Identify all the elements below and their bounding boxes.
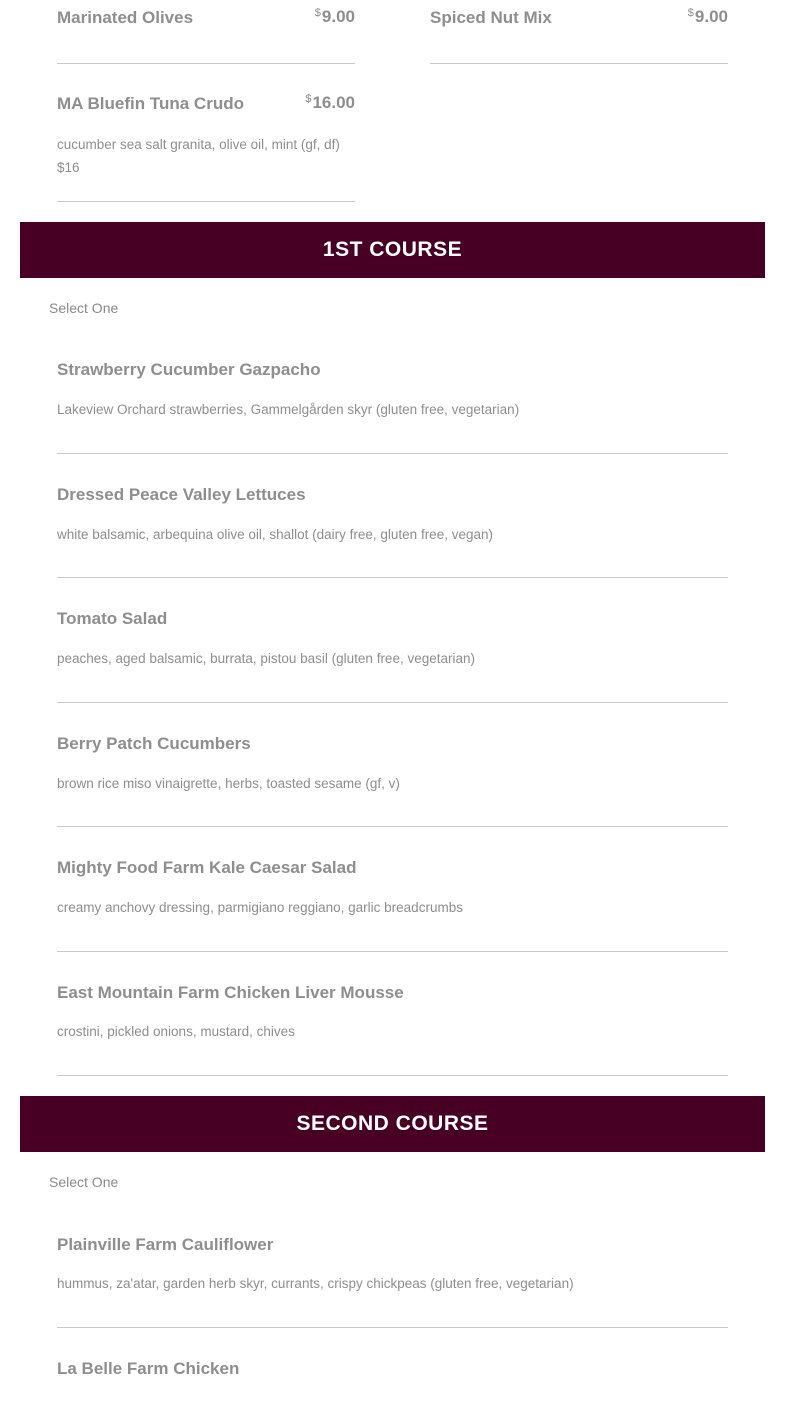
currency-symbol: $ — [305, 93, 312, 105]
menu-item-tomato-salad — [57, 578, 728, 703]
menu-item-chicken-liver-mousse — [57, 952, 728, 1076]
first-course-note: Select One — [49, 300, 119, 316]
menu-item-description: brown rice miso vinaigrette, herbs, toasted sesame (gf, v) — [57, 776, 400, 791]
currency-symbol: $ — [687, 7, 694, 19]
menu-item-name: Spiced Nut Mix — [430, 8, 552, 27]
menu-item-name: Strawberry Cucumber Gazpacho — [57, 360, 321, 379]
menu-item-description: crostini, pickled onions, mustard, chives — [57, 1024, 295, 1039]
menu-item-berry-patch-cucumbers — [57, 703, 728, 827]
currency-symbol: $ — [314, 7, 321, 19]
menu-item-gazpacho — [57, 329, 728, 454]
menu-item-name: La Belle Farm Chicken — [57, 1359, 240, 1378]
menu-item-kale-caesar-salad — [57, 827, 728, 952]
menu-item-bluefin-tuna-crudo — [57, 64, 355, 202]
menu-item-name: Dressed Peace Valley Lettuces — [57, 485, 306, 504]
menu-item-la-belle-farm-chicken — [57, 1328, 728, 1428]
menu-item-description: Lakeview Orchard strawberries, Gammelgården skyr (gluten free, vegetarian) — [57, 402, 520, 417]
menu-item-description: cucumber sea salt granita, olive oil, mint (gf, df) $16 — [57, 137, 340, 175]
menu-item-name: Marinated Olives — [57, 8, 194, 27]
menu-item-name: Tomato Salad — [57, 609, 168, 628]
menu-item-name: Berry Patch Cucumbers — [57, 734, 251, 753]
menu-item-description: hummus, za'atar, garden herb skyr, currants, crispy chickpeas (gluten free, vegetarian) — [57, 1276, 574, 1291]
menu-item-spiced-nut-mix — [430, 0, 728, 64]
second-course-banner: SECOND COURSE — [20, 1096, 765, 1152]
menu-item-name: Plainville Farm Cauliflower — [57, 1235, 274, 1254]
menu-item-name: Mighty Food Farm Kale Caesar Salad — [57, 858, 357, 877]
menu-item-description: peaches, aged balsamic, burrata, pistou basil (gluten free, vegetarian) — [57, 651, 475, 666]
menu-item-price: $9.00 — [314, 7, 355, 26]
second-course-note: Select One — [49, 1174, 119, 1190]
menu-item-marinated-olives — [57, 0, 355, 64]
menu-item-description: white balsamic, arbequina olive oil, shallot (dairy free, gluten free, vegan) — [57, 527, 493, 542]
menu-item-cauliflower — [57, 1203, 728, 1328]
menu-item-name: East Mountain Farm Chicken Liver Mousse — [57, 983, 404, 1002]
menu-item-price: $16.00 — [305, 93, 355, 112]
menu-item-peace-valley-lettuces — [57, 454, 728, 578]
menu-item-price: $9.00 — [687, 7, 728, 26]
menu-item-name: MA Bluefin Tuna Crudo — [57, 94, 244, 113]
menu-item-description: creamy anchovy dressing, parmigiano reggiano, garlic breadcrumbs — [57, 900, 463, 915]
first-course-banner: 1ST COURSE — [20, 222, 765, 278]
